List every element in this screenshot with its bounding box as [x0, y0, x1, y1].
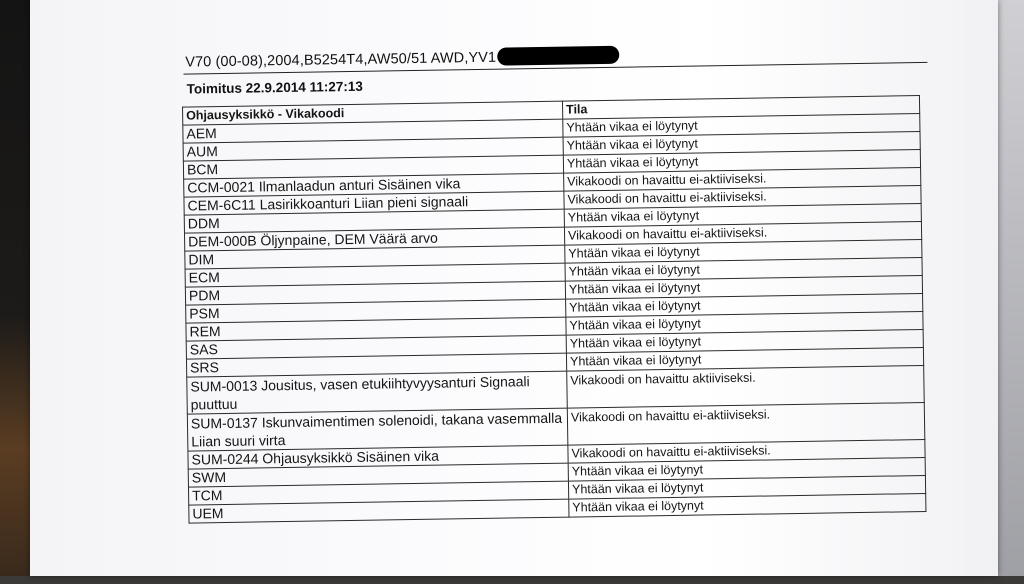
status-cell: Vikakoodi on havaittu aktiiviseksi.	[567, 366, 925, 409]
unit-cell: SRS	[186, 353, 566, 377]
unit-cell: SAS	[186, 335, 566, 359]
unit-cell: AEM	[183, 119, 563, 143]
status-cell: Yhtään vikaa ei löytynyt	[563, 150, 920, 174]
status-cell: Vikakoodi on havaittu ei-aktiiviseksi.	[564, 222, 921, 246]
unit-cell: SUM-0244 Ohjausyksikkö Sisäinen vika	[188, 445, 568, 469]
status-cell: Vikakoodi on havaittu ei-aktiiviseksi.	[564, 168, 921, 192]
redaction-mark	[497, 46, 619, 66]
status-cell: Yhtään vikaa ei löytynyt	[566, 294, 923, 318]
unit-cell: SUM-0013 Jousitus, vasen etukiihtyvyysanturi Signaali puuttuu	[187, 371, 568, 414]
status-cell: Yhtään vikaa ei löytynyt	[568, 476, 925, 500]
delivery-timestamp: Toimitus 22.9.2014 11:27:13	[186, 78, 363, 97]
status-cell: Vikakoodi on havaittu ei-aktiiviseksi.	[568, 440, 925, 464]
unit-cell: PSM	[186, 299, 566, 323]
status-cell: Yhtään vikaa ei löytynyt	[565, 240, 922, 264]
unit-cell: DDM	[184, 209, 564, 233]
column-header-status: Tila	[562, 96, 919, 120]
status-cell: Yhtään vikaa ei löytynyt	[563, 132, 920, 156]
status-cell: Yhtään vikaa ei löytynyt	[566, 348, 923, 372]
status-cell: Yhtään vikaa ei löytynyt	[566, 330, 923, 354]
status-cell: Yhtään vikaa ei löytynyt	[565, 258, 922, 282]
unit-cell: SUM-0137 Iskunvaimentimen solenoidi, takana vasemmalla Liian suuri virta	[187, 408, 568, 451]
unit-cell: CCM-0021 Ilmanlaadun anturi Sisäinen vika	[184, 173, 564, 197]
unit-cell: ECM	[185, 263, 565, 287]
unit-cell: BCM	[183, 155, 563, 179]
status-cell: Yhtään vikaa ei löytynyt	[564, 204, 921, 228]
unit-cell: TCM	[188, 481, 568, 505]
unit-cell: AUM	[183, 137, 563, 161]
status-cell: Yhtään vikaa ei löytynyt	[566, 312, 923, 336]
column-header-unit: Ohjausyksikkö - Vikakoodi	[183, 101, 563, 125]
fault-code-table	[182, 95, 926, 524]
unit-cell: REM	[186, 317, 566, 341]
unit-cell: DEM-000B Öljynpaine, DEM Väärä arvo	[184, 227, 564, 251]
vehicle-info-text: V70 (00-08),2004,B5254T4,AW50/51 AWD,YV1	[185, 49, 497, 71]
status-cell: Yhtään vikaa ei löytynyt	[563, 114, 920, 138]
status-cell: Vikakoodi on havaittu ei-aktiiviseksi.	[564, 186, 921, 210]
status-cell: Yhtään vikaa ei löytynyt	[565, 276, 922, 300]
unit-cell: UEM	[189, 499, 569, 523]
unit-cell: SWM	[188, 463, 568, 487]
status-cell: Yhtään vikaa ei löytynyt	[569, 493, 926, 517]
unit-cell: PDM	[185, 281, 565, 305]
status-cell: Vikakoodi on havaittu ei-aktiiviseksi.	[567, 403, 925, 446]
unit-cell: CEM-6C11 Lasirikkoanturi Liian pieni signaali	[184, 191, 564, 215]
unit-cell: DIM	[185, 245, 565, 269]
status-cell: Yhtään vikaa ei löytynyt	[568, 458, 925, 482]
